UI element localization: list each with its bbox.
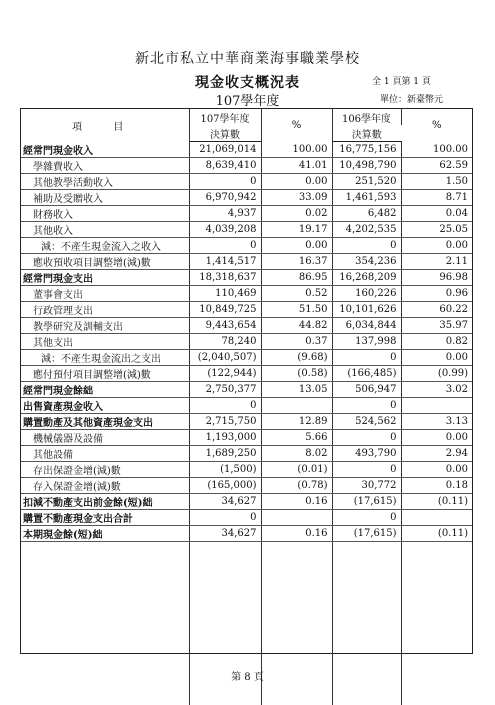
row-label: 行政管理支出: [21, 301, 189, 317]
row-label: 機械儀器及設備: [21, 429, 189, 445]
table-row: [21, 221, 472, 237]
table-row: [21, 413, 472, 429]
amount-106: 1,461,593: [332, 189, 401, 205]
table-row: [21, 317, 472, 333]
amount-107: (1,500): [189, 461, 261, 477]
percent-107: (0.78): [261, 477, 332, 493]
percent-107: (9.68): [261, 349, 332, 365]
percent-106: 100.00: [401, 142, 472, 158]
percent-107: 100.00: [261, 142, 332, 158]
academic-year: 107學年度: [215, 94, 280, 109]
percent-107: 33.09: [261, 189, 332, 205]
column-header-107-sub: 決算數: [189, 125, 261, 142]
row-label: 經常門現金支出: [21, 269, 189, 285]
amount-107: 8,639,410: [189, 157, 261, 173]
amount-107: 0: [189, 397, 261, 413]
table-row: [21, 189, 472, 205]
percent-106: [401, 397, 472, 413]
table-row: [21, 285, 472, 301]
amount-107: 78,240: [189, 333, 261, 349]
amount-106: 0: [332, 461, 401, 477]
amount-107: 1,689,250: [189, 445, 261, 461]
row-label: 經常門現金收入: [21, 142, 189, 158]
percent-107: [261, 397, 332, 413]
amount-106: 6,034,844: [332, 317, 401, 333]
amount-107: 0: [189, 173, 261, 189]
percent-107: (0.01): [261, 461, 332, 477]
amount-107: 9,443,654: [189, 317, 261, 333]
amount-106: 493,790: [332, 445, 401, 461]
row-label: 應付預付項目調整增(減)數: [21, 365, 189, 381]
percent-107: 0.16: [261, 525, 332, 541]
amount-106: 4,202,535: [332, 221, 401, 237]
amount-106: 506,947: [332, 381, 401, 397]
table-row: [21, 365, 472, 381]
amount-107: 0: [189, 509, 261, 525]
table-row: [21, 173, 472, 189]
amount-106: 0: [332, 397, 401, 413]
percent-106: [401, 509, 472, 525]
row-label: 補助及受贈收入: [21, 189, 189, 205]
row-label: 其他收入: [21, 221, 189, 237]
amount-107: 10,849,725: [189, 301, 261, 317]
amount-106: 0: [332, 237, 401, 253]
percent-106: 0.00: [401, 349, 472, 365]
row-label: 經常門現金餘絀: [21, 381, 189, 397]
percent-106: 35.97: [401, 317, 472, 333]
percent-107: 5.66: [261, 429, 332, 445]
amount-107: (2,040,507): [189, 349, 261, 365]
row-label: 出售資產現金收入: [21, 397, 189, 413]
page-count: 全 1 頁第 1 頁: [372, 77, 431, 87]
row-label: 購置動產及其他資產現金支出: [21, 413, 189, 429]
amount-106: 251,520: [332, 173, 401, 189]
amount-106: 10,498,790: [332, 157, 401, 173]
table-row: [21, 349, 472, 365]
amount-107: (122,944): [189, 365, 261, 381]
amount-107: 21,069,014: [189, 142, 261, 158]
row-label: 扣減不動產支出前金餘(短)絀: [21, 493, 189, 509]
table-row: [21, 205, 472, 221]
percent-106: 0.82: [401, 333, 472, 349]
row-label: 教學研究及訓輔支出: [21, 317, 189, 333]
percent-107: [261, 509, 332, 525]
page-number: 第 8 頁: [231, 672, 264, 683]
report-title: 現金收支概況表: [195, 75, 300, 91]
amount-107: 1,414,517: [189, 253, 261, 269]
percent-107: 13.05: [261, 381, 332, 397]
percent-107: (0.58): [261, 365, 332, 381]
percent-107: 19.17: [261, 221, 332, 237]
percent-107: 0.37: [261, 333, 332, 349]
table-row: [21, 237, 472, 253]
percent-107: 0.00: [261, 237, 332, 253]
row-label: 其他教學活動收入: [21, 173, 189, 189]
table-row: [21, 269, 472, 285]
table-row: [21, 301, 472, 317]
amount-107: 18,318,637: [189, 269, 261, 285]
percent-106: 25.05: [401, 221, 472, 237]
report-sheet: [20, 108, 473, 654]
percent-106: 60.22: [401, 301, 472, 317]
percent-107: 12.89: [261, 413, 332, 429]
table-row: [21, 333, 472, 349]
amount-107: (165,000): [189, 477, 261, 493]
amount-107: 0: [189, 237, 261, 253]
amount-106: 160,226: [332, 285, 401, 301]
row-label: 本期現金餘(短)絀: [21, 525, 189, 541]
amount-106: 16,268,209: [332, 269, 401, 285]
school-name: 新北市私立中華商業海事職業學校: [135, 51, 360, 67]
table-row: [21, 509, 472, 525]
amount-107: 4,039,208: [189, 221, 261, 237]
table-row: [21, 429, 472, 445]
column-header-106-sub: 決算數: [332, 125, 401, 142]
column-header-item: 項 目: [21, 109, 189, 142]
percent-106: (0.11): [401, 525, 472, 541]
percent-106: (0.11): [401, 493, 472, 509]
percent-106: 96.98: [401, 269, 472, 285]
table-row: [21, 253, 472, 269]
percent-107: 41.01: [261, 157, 332, 173]
amount-106: 0: [332, 349, 401, 365]
table-row: [21, 157, 472, 173]
amount-106: 524,562: [332, 413, 401, 429]
row-label: 學雜費收入: [21, 157, 189, 173]
table-row: [21, 477, 472, 493]
row-label: 應收預收項目調整增(減)數: [21, 253, 189, 269]
percent-106: 0.96: [401, 285, 472, 301]
table-row: [21, 445, 472, 461]
percent-106: 62.59: [401, 157, 472, 173]
table-row: [21, 493, 472, 509]
amount-106: 0: [332, 509, 401, 525]
percent-106: 0.00: [401, 429, 472, 445]
percent-106: 1.50: [401, 173, 472, 189]
amount-107: 2,750,377: [189, 381, 261, 397]
percent-107: 86.95: [261, 269, 332, 285]
percent-107: 16.37: [261, 253, 332, 269]
percent-106: 3.13: [401, 413, 472, 429]
percent-106: 0.00: [401, 461, 472, 477]
amount-106: 0: [332, 429, 401, 445]
row-label: 財務收入: [21, 205, 189, 221]
percent-107: 0.16: [261, 493, 332, 509]
row-label: 存入保證金增(減)數: [21, 477, 189, 493]
percent-106: 3.02: [401, 381, 472, 397]
percent-107: 0.00: [261, 173, 332, 189]
amount-107: 34,627: [189, 525, 261, 541]
amount-106: 137,998: [332, 333, 401, 349]
amount-107: 2,715,750: [189, 413, 261, 429]
percent-107: 51.50: [261, 301, 332, 317]
row-label: 購置不動產現金支出合計: [21, 509, 189, 525]
row-label: 存出保證金增(減)數: [21, 461, 189, 477]
amount-106: 10,101,626: [332, 301, 401, 317]
percent-106: (0.99): [401, 365, 472, 381]
amount-107: 6,970,942: [189, 189, 261, 205]
percent-106: 8.71: [401, 189, 472, 205]
amount-107: 110,469: [189, 285, 261, 301]
table-row: [21, 397, 472, 413]
percent-106: 2.11: [401, 253, 472, 269]
amount-106: (166,485): [332, 365, 401, 381]
row-label: 減：不產生現金流入之收入: [21, 237, 189, 253]
currency-unit: 單位：新臺幣元: [380, 95, 444, 105]
column-header-pct-106: %: [431, 119, 442, 131]
amount-106: (17,615): [332, 525, 401, 541]
row-label: 其他支出: [21, 333, 189, 349]
percent-106: 0.00: [401, 237, 472, 253]
percent-107: 44.82: [261, 317, 332, 333]
amount-107: 34,627: [189, 493, 261, 509]
percent-107: 8.02: [261, 445, 332, 461]
table-row: [21, 381, 472, 397]
cash-flow-table: [21, 109, 472, 705]
percent-106: 2.94: [401, 445, 472, 461]
percent-107: 0.52: [261, 285, 332, 301]
column-header-pct-107: %: [261, 109, 332, 142]
table-row: [21, 142, 472, 158]
percent-106: 0.18: [401, 477, 472, 493]
row-label: 其他設備: [21, 445, 189, 461]
percent-107: 0.02: [261, 205, 332, 221]
percent-106: 0.04: [401, 205, 472, 221]
amount-106: 30,772: [332, 477, 401, 493]
row-label: 減：不產生現金流出之支出: [21, 349, 189, 365]
amount-107: 1,193,000: [189, 429, 261, 445]
column-header-106: 106學年度: [332, 109, 401, 125]
amount-107: 4,937: [189, 205, 261, 221]
amount-106: (17,615): [332, 493, 401, 509]
amount-106: 16,775,156: [332, 142, 401, 158]
amount-106: 6,482: [332, 205, 401, 221]
amount-106: 354,236: [332, 253, 401, 269]
row-label: 董事會支出: [21, 285, 189, 301]
column-header-107: 107學年度: [189, 109, 261, 125]
table-row: [21, 525, 472, 541]
table-row: [21, 461, 472, 477]
